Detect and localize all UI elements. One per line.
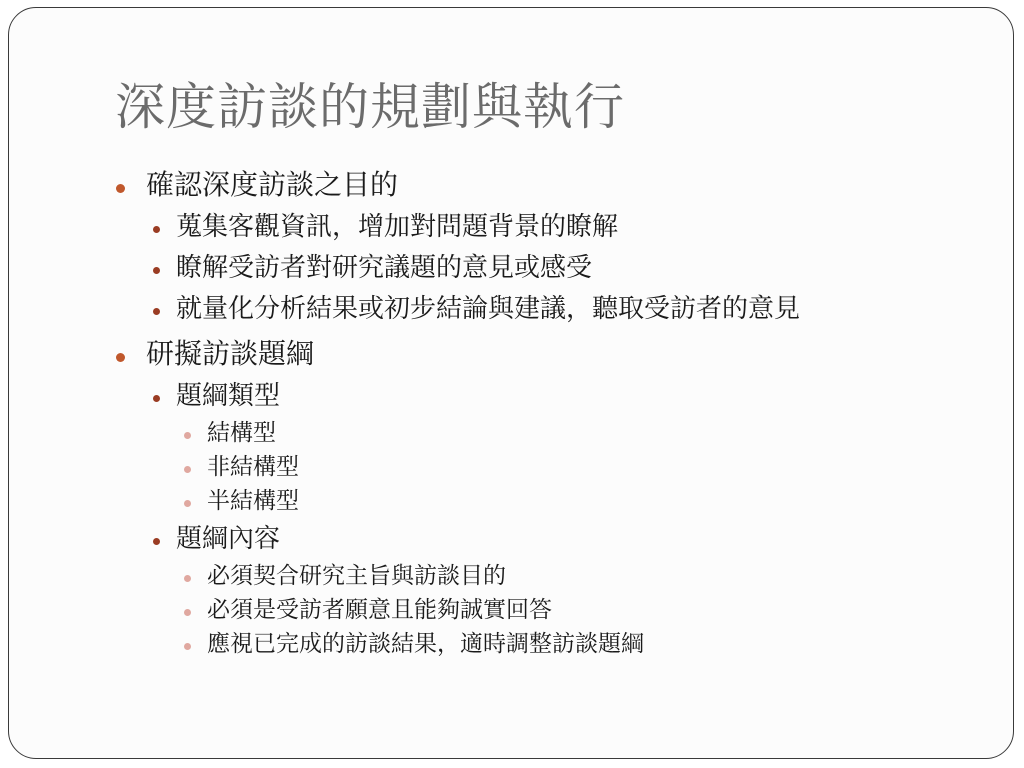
list-item <box>115 595 973 629</box>
list-item-text: 應視已完成的訪談結果，適時調整訪談題綱 <box>207 631 644 657</box>
list-item-text: 確認深度訪談之目的 <box>146 168 399 201</box>
list-item <box>115 561 973 595</box>
list-item <box>115 162 973 208</box>
list-item-text: 瞭解受訪者對研究議題的意見或感受 <box>176 253 593 283</box>
slide <box>8 7 1014 759</box>
list-item <box>115 452 973 486</box>
list-item-text: 半結構型 <box>207 488 299 514</box>
list-item <box>115 249 973 290</box>
bullet-dot-icon <box>153 395 160 402</box>
bullet-dot-icon <box>184 643 191 650</box>
bullet-dot-icon <box>116 353 125 362</box>
bullet-dot-icon <box>153 308 160 315</box>
bullet-dot-icon <box>184 500 191 507</box>
bullet-dot-icon <box>153 267 160 274</box>
bullet-list <box>115 162 973 663</box>
bullet-dot-icon <box>184 609 191 616</box>
bullet-dot-icon <box>184 432 191 439</box>
list-item <box>115 377 973 418</box>
list-item <box>115 290 973 331</box>
slide-title: 深度訪談的規劃與執行 <box>115 78 625 136</box>
list-item <box>115 520 973 561</box>
list-item-text: 非結構型 <box>207 454 299 480</box>
list-item <box>115 629 973 663</box>
list-item-text: 結構型 <box>207 420 276 446</box>
bullet-dot-icon <box>116 184 125 193</box>
list-item-text: 必須契合研究主旨與訪談目的 <box>207 563 506 589</box>
bullet-dot-icon <box>184 575 191 582</box>
list-item-text: 必須是受訪者願意且能夠誠實回答 <box>207 597 552 623</box>
list-item-text: 蒐集客觀資訊，增加對問題背景的瞭解 <box>176 212 619 242</box>
list-item <box>115 418 973 452</box>
bullet-dot-icon <box>153 226 160 233</box>
list-item-text: 就量化分析結果或初步結論與建議，聽取受訪者的意見 <box>176 294 801 324</box>
bullet-dot-icon <box>184 466 191 473</box>
list-item-text: 研擬訪談題綱 <box>146 337 315 370</box>
list-item-text: 題綱內容 <box>176 524 281 554</box>
bullet-dot-icon <box>153 538 160 545</box>
list-item <box>115 331 973 377</box>
list-item-text: 題綱類型 <box>176 381 281 411</box>
list-item <box>115 208 973 249</box>
list-item <box>115 486 973 520</box>
